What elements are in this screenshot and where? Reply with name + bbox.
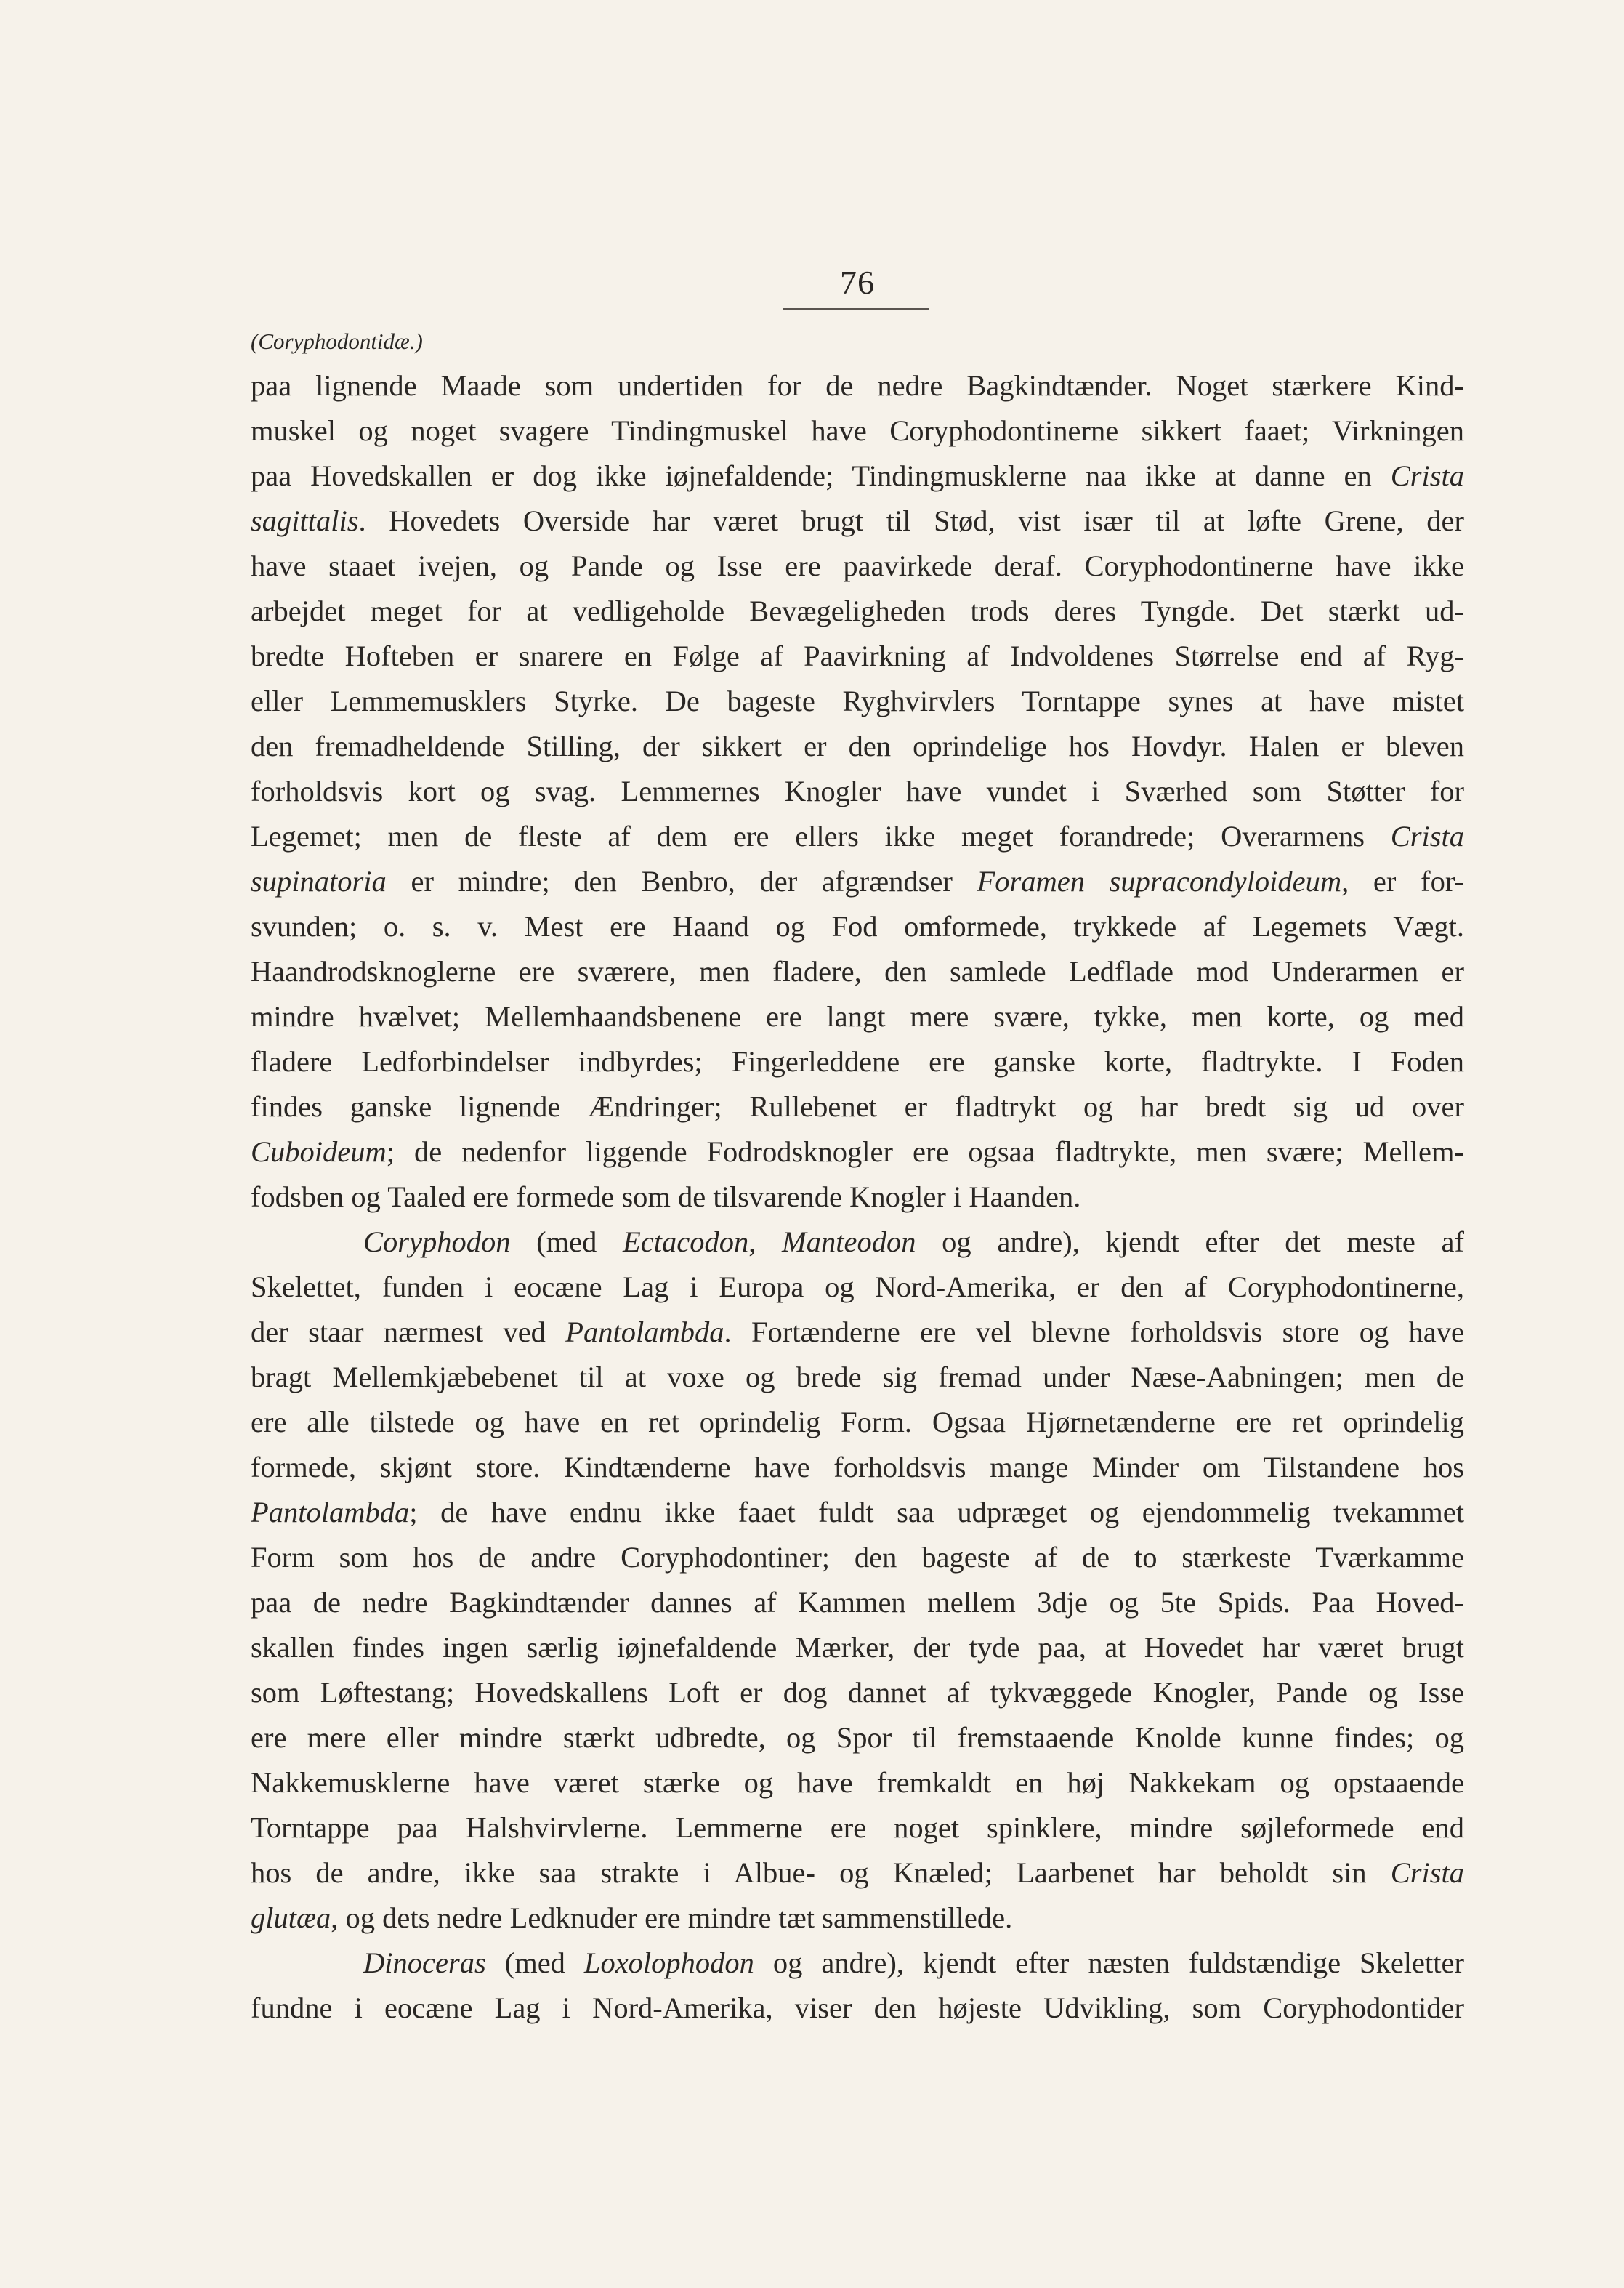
text-run: muskel og noget svagere Tindingmuskel have Coryphodontinerne sikkert faaet; Virkningen [251, 414, 1464, 447]
text-line [251, 769, 1464, 814]
text-line [251, 724, 1464, 769]
text-line [251, 1400, 1464, 1445]
text-line [251, 499, 1464, 544]
text-run: som Løftestang; Hovedskallens Loft er dog dannet af tykvæggede Knogler, Pande og Isse [251, 1676, 1464, 1709]
text-line [251, 904, 1464, 949]
italic-term: supinatoria [251, 865, 387, 898]
page-number-rule [783, 308, 929, 310]
text-line [251, 1986, 1464, 2031]
text-run: , [748, 1225, 783, 1258]
text-line [251, 1670, 1464, 1715]
italic-term: Crista [1390, 1856, 1464, 1889]
text-run: bredte Hofteben er snarere en Følge af Paavirkning af Indvoldenes Størrelse end af Ryg- [251, 640, 1464, 672]
text-run: paa lignende Maade som undertiden for de nedre Bagkindtænder. Noget stærkere Kind- [251, 369, 1464, 402]
italic-term: Pantolambda [565, 1316, 724, 1348]
text-line [251, 1896, 1464, 1941]
text-line [251, 1850, 1464, 1896]
text-line [251, 1129, 1464, 1175]
text-run: og andre), kjendt efter næsten fuldstændige Skeletter [754, 1946, 1464, 1979]
text-line [251, 544, 1464, 589]
text-line [251, 1265, 1464, 1310]
text-run: ; de have endnu ikke faaet fuldt saa udpræget og ejendommelig tvekammet [409, 1496, 1464, 1528]
text-run: . Hovedets Overside har været brugt til Stød, vist især til at løfte Grene, der [358, 504, 1464, 537]
text-run: (med [485, 1946, 584, 1979]
text-run: svunden; o. s. v. Mest ere Haand og Fod omformede, trykkede af Legemets Vægt. [251, 910, 1464, 943]
text-line [251, 408, 1464, 454]
text-run: mindre hvælvet; Mellemhaandsbenene ere langt mere svære, tykke, men korte, og med [251, 1000, 1464, 1033]
text-run: forholdsvis kort og svag. Lemmernes Knogler have vundet i Sværhed som Støtter for [251, 775, 1464, 807]
text-line [251, 1039, 1464, 1084]
text-line [251, 1490, 1464, 1535]
text-run: (med [510, 1225, 623, 1258]
text-run: Form som hos de andre Coryphodontiner; den bageste af de to stærkeste Tværkamme [251, 1541, 1464, 1574]
text-run: eller Lemmemusklers Styrke. De bageste Ryghvirvlers Torntappe synes at have mistet [251, 685, 1464, 717]
text-run: er mindre; den Benbro, der afgrændser [386, 865, 977, 898]
italic-term: Coryphodon [363, 1225, 511, 1258]
text-line [251, 1355, 1464, 1400]
text-line [251, 1580, 1464, 1625]
text-run: Torntappe paa Halshvirvlerne. Lemmerne ere noget spinklere, mindre søjleformede end [251, 1811, 1464, 1844]
text-line [251, 1445, 1464, 1490]
text-run: fundne i eocæne Lag i Nord-Amerika, viser den højeste Udvikling, som Coryphodontider [251, 1991, 1464, 2024]
text-run: Legemet; men de fleste af dem ere ellers ikke meget forandrede; Overarmens [251, 820, 1391, 853]
text-run: og andre), kjendt efter det meste af [916, 1225, 1464, 1258]
text-line [251, 1535, 1464, 1580]
text-line [251, 679, 1464, 724]
italic-term: glutæa [251, 1901, 331, 1934]
text-run: . Fortænderne ere vel blevne forholdsvis store og have [724, 1316, 1464, 1348]
text-run: formede, skjønt store. Kindtænderne have forholdsvis mange Minder om Tilstandene hos [251, 1451, 1464, 1483]
text-run: have staaet ivejen, og Pande og Isse ere paavirkede deraf. Coryphodontinerne have ikke [251, 549, 1464, 582]
italic-term: sagittalis [251, 504, 359, 537]
text-run: bragt Mellemkjæbebenet til at voxe og brede sig fremad under Næse-Aabningen; men de [251, 1361, 1464, 1393]
italic-term: Crista [1390, 459, 1464, 492]
text-run: ere alle tilstede og have en ret oprindelig Form. Ogsaa Hjørnetænderne ere ret oprindelig [251, 1406, 1464, 1438]
text-run: Nakkemusklerne have været stærke og have fremkaldt en høj Nakkekam og opstaaende [251, 1766, 1464, 1799]
text-line [251, 1715, 1464, 1760]
text-line [251, 1310, 1464, 1355]
text-line [251, 363, 1464, 408]
text-line [251, 1941, 1464, 1986]
body-text [251, 363, 1464, 2031]
text-line [251, 1625, 1464, 1670]
text-line [251, 949, 1464, 994]
italic-term: Loxolophodon [583, 1946, 754, 1979]
text-line [251, 814, 1464, 859]
text-line [251, 1760, 1464, 1805]
text-line [251, 634, 1464, 679]
text-run: , er for- [1341, 865, 1464, 898]
text-line [251, 1220, 1464, 1265]
text-run: , og dets nedre Ledknuder ere mindre tæt sammenstillede. [331, 1901, 1013, 1934]
text-line [251, 454, 1464, 499]
text-run: skallen findes ingen særlig iøjnefaldende Mærker, der tyde paa, at Hovedet har været brugt [251, 1631, 1464, 1664]
text-run: fladere Ledforbindelser indbyrdes; Fingerleddene ere ganske korte, fladtrykte. I Foden [251, 1045, 1464, 1078]
text-line [251, 1084, 1464, 1129]
text-run: hos de andre, ikke saa strakte i Albue- og Knæled; Laarbenet har beholdt sin [251, 1856, 1391, 1889]
italic-term: Ectacodon [623, 1225, 749, 1258]
italic-term: Foramen supracondyloideum [977, 865, 1342, 898]
italic-term: Manteodon [782, 1225, 916, 1258]
text-line [251, 1805, 1464, 1850]
text-line [251, 994, 1464, 1039]
italic-term: Cuboideum [251, 1135, 387, 1168]
text-run: der staar nærmest ved [251, 1316, 566, 1348]
page-number: 76 [840, 264, 875, 301]
text-run: paa Hovedskallen er dog ikke iøjnefaldende; Tindingmusklerne naa ikke at danne en [251, 459, 1391, 492]
text-run: Haandrodsknoglerne ere sværere, men fladere, den samlede Ledflade mod Underarmen er [251, 955, 1464, 988]
text-run: paa de nedre Bagkindtænder dannes af Kammen mellem 3dje og 5te Spids. Paa Hoved- [251, 1586, 1464, 1619]
text-line [251, 589, 1464, 634]
text-line [251, 859, 1464, 904]
italic-term: Pantolambda [251, 1496, 410, 1528]
text-run: findes ganske lignende Ændringer; Rullebenet er fladtrykt og har bredt sig ud over [251, 1090, 1464, 1123]
text-run: ere mere eller mindre stærkt udbredte, og Spor til fremstaaende Knolde kunne findes; og [251, 1721, 1464, 1754]
text-run: Skelettet, funden i eocæne Lag i Europa og Nord-Amerika, er den af Coryphodontinerne, [251, 1270, 1464, 1303]
text-run: fodsben og Taaled ere formede som de tilsvarende Knogler i Haanden. [251, 1180, 1081, 1213]
text-run: ; de nedenfor liggende Fodrodsknogler ere ogsaa fladtrykte, men svære; Mellem- [386, 1135, 1464, 1168]
text-run: den fremadheldende Stilling, der sikkert er den oprindelige hos Hovdyr. Halen er bleven [251, 730, 1464, 762]
running-head: (Coryphodontidæ.) [251, 329, 423, 354]
text-line [251, 1175, 1464, 1220]
italic-term: Crista [1390, 820, 1464, 853]
text-run: arbejdet meget for at vedligeholde Bevægeligheden trods deres Tyngde. Det stærkt ud- [251, 595, 1464, 627]
italic-term: Dinoceras [363, 1946, 486, 1979]
